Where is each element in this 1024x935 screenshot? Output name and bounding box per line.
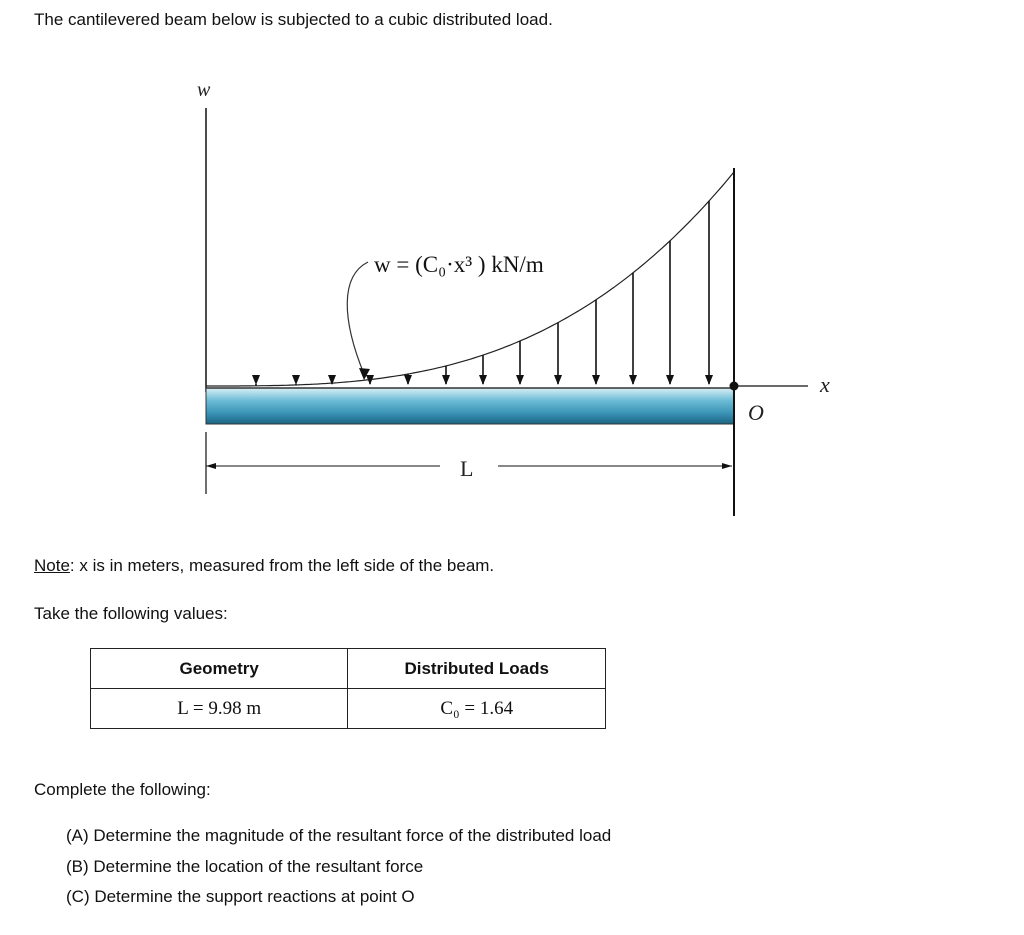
table-header-distributed-loads: Distributed Loads bbox=[348, 649, 606, 689]
problem-intro: The cantilevered beam below is subjected to a cubic distributed load. bbox=[34, 10, 553, 29]
note-label: Note bbox=[34, 556, 70, 575]
table-cell-length: L = 9.98 m bbox=[91, 689, 348, 729]
note bbox=[34, 556, 494, 576]
x-axis-label: x bbox=[820, 372, 830, 397]
load-arrow-head bbox=[705, 375, 713, 385]
load-arrow-head bbox=[592, 375, 600, 385]
table-header-geometry: Geometry bbox=[91, 649, 348, 689]
part-b: (B) Determine the location of the resultant force bbox=[66, 857, 424, 876]
load-arrow-head bbox=[629, 375, 637, 385]
length-label: L bbox=[460, 456, 474, 481]
load-arrow-head bbox=[292, 375, 300, 385]
values-table bbox=[90, 648, 606, 729]
part-c: (C) Determine the support reactions at point O bbox=[66, 887, 415, 906]
equation-leader-line bbox=[347, 262, 368, 374]
load-curve bbox=[206, 172, 734, 386]
load-arrow-head bbox=[666, 375, 674, 385]
load-equation: w = (C₀·x³ ) kN/m bbox=[374, 252, 544, 277]
table-cell-c0: C₀ = 1.64 bbox=[348, 689, 606, 729]
dimension-arrow-right bbox=[722, 463, 732, 469]
point-o-marker bbox=[730, 382, 739, 391]
dimension-arrow-left bbox=[206, 463, 216, 469]
note-text: : x is in meters, measured from the left side of the beam. bbox=[69, 556, 495, 575]
load-arrow-head bbox=[442, 375, 450, 385]
support-label: O bbox=[748, 400, 764, 425]
load-arrow-head bbox=[516, 375, 524, 385]
w-axis-label: w bbox=[197, 79, 211, 101]
complete-heading: Complete the following: bbox=[34, 780, 211, 799]
load-arrow-head bbox=[554, 375, 562, 385]
take-values-text: Take the following values: bbox=[34, 604, 228, 623]
beam bbox=[206, 388, 734, 424]
load-arrow-head bbox=[479, 375, 487, 385]
part-a: (A) Determine the magnitude of the resultant force of the distributed load bbox=[66, 826, 612, 845]
load-arrow-head bbox=[404, 375, 412, 385]
table-row bbox=[91, 689, 606, 729]
load-arrow-head bbox=[252, 375, 260, 385]
table-header-row bbox=[91, 649, 606, 689]
load-arrows bbox=[252, 201, 713, 386]
